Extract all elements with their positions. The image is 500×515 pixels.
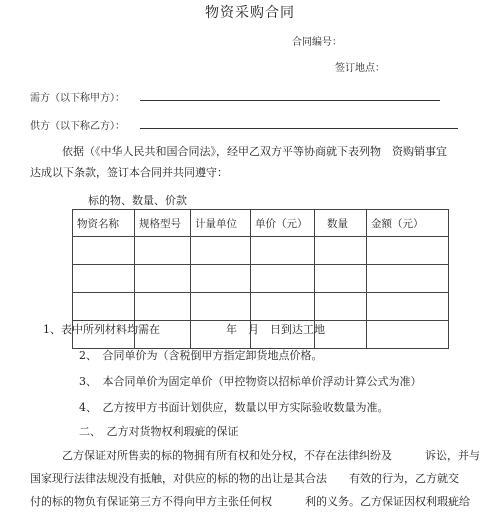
clause-3: 3、 本合同单价为固定单价（甲控物资以招标单价浮动计算公式为准）	[79, 375, 422, 388]
table-cell[interactable]	[315, 265, 367, 293]
header-spec-model: 规格型号	[135, 210, 191, 237]
header-amount: 金额（元）	[367, 210, 449, 237]
table-cell[interactable]	[367, 321, 449, 349]
contract-number-label: 合同编号：	[292, 37, 342, 48]
table-cell[interactable]	[367, 293, 449, 321]
paragraph-line-2: 国家现行法律法规没有抵触，对供应的标的物的出让是其合法 有效的行为，乙方就交	[30, 472, 459, 485]
clause-4: 4、 乙方按甲方书面计划供应，数量以甲方实际验收数量为准。	[79, 401, 389, 414]
intro-line-1: 依据（《中华人民共和国合同法》，经甲乙双方平等协商就下表列物 资购销事宜	[62, 145, 447, 158]
table-cell[interactable]	[135, 237, 191, 265]
table-row	[73, 237, 449, 265]
clause-2: 2、 合同单价为（含税倒甲方指定卸货地点价格。	[79, 349, 323, 362]
section-2-heading: 二、 乙方对货物权利瑕疵的保证	[79, 425, 239, 438]
table-cell[interactable]	[73, 265, 135, 293]
table-cell[interactable]	[251, 265, 315, 293]
buyer-underline	[140, 100, 440, 101]
table-row	[73, 265, 449, 293]
contract-title: 物资采购合同	[205, 5, 295, 21]
clause-1: 1、表中所列材料均需在 年 月 日到达工地	[43, 323, 325, 336]
intro-line-2: 达成以下条款，签订本合同并共同遵守：	[30, 166, 228, 179]
table-cell[interactable]	[191, 293, 251, 321]
table-cell[interactable]	[135, 265, 191, 293]
table-cell[interactable]	[367, 265, 449, 293]
table-cell[interactable]	[251, 237, 315, 265]
table-cell[interactable]	[135, 293, 191, 321]
table-row	[73, 293, 449, 321]
table-caption: 标的物、数量、价款	[88, 194, 187, 207]
table-cell[interactable]	[73, 237, 135, 265]
header-unit: 计量单位	[191, 210, 251, 237]
header-quantity: 数量	[315, 210, 367, 237]
seller-underline	[140, 128, 458, 129]
table-cell[interactable]	[191, 265, 251, 293]
header-item-name: 物资名称	[73, 210, 135, 237]
table-cell[interactable]	[315, 293, 367, 321]
header-unit-price: 单价（元）	[251, 210, 315, 237]
table-header-row	[73, 210, 449, 237]
table-cell[interactable]	[367, 237, 449, 265]
table-cell[interactable]	[251, 293, 315, 321]
table-cell[interactable]	[315, 237, 367, 265]
seller-label: 供方（以下称乙方）：	[30, 121, 125, 132]
paragraph-line-3: 付的标的物负有保证第三方不得向甲方主张任何权 利的义务。乙方保证因权利瑕疵给	[30, 495, 470, 508]
table-cell[interactable]	[191, 237, 251, 265]
table-cell[interactable]	[73, 293, 135, 321]
buyer-label: 需方（以下称甲方）：	[30, 93, 125, 104]
sign-place-label: 签订地点：	[335, 63, 385, 74]
paragraph-line-1: 乙方保证对所售卖的标的物拥有所有权和处分权，不存在法律纠纷及 诉讼，并与	[62, 449, 480, 462]
